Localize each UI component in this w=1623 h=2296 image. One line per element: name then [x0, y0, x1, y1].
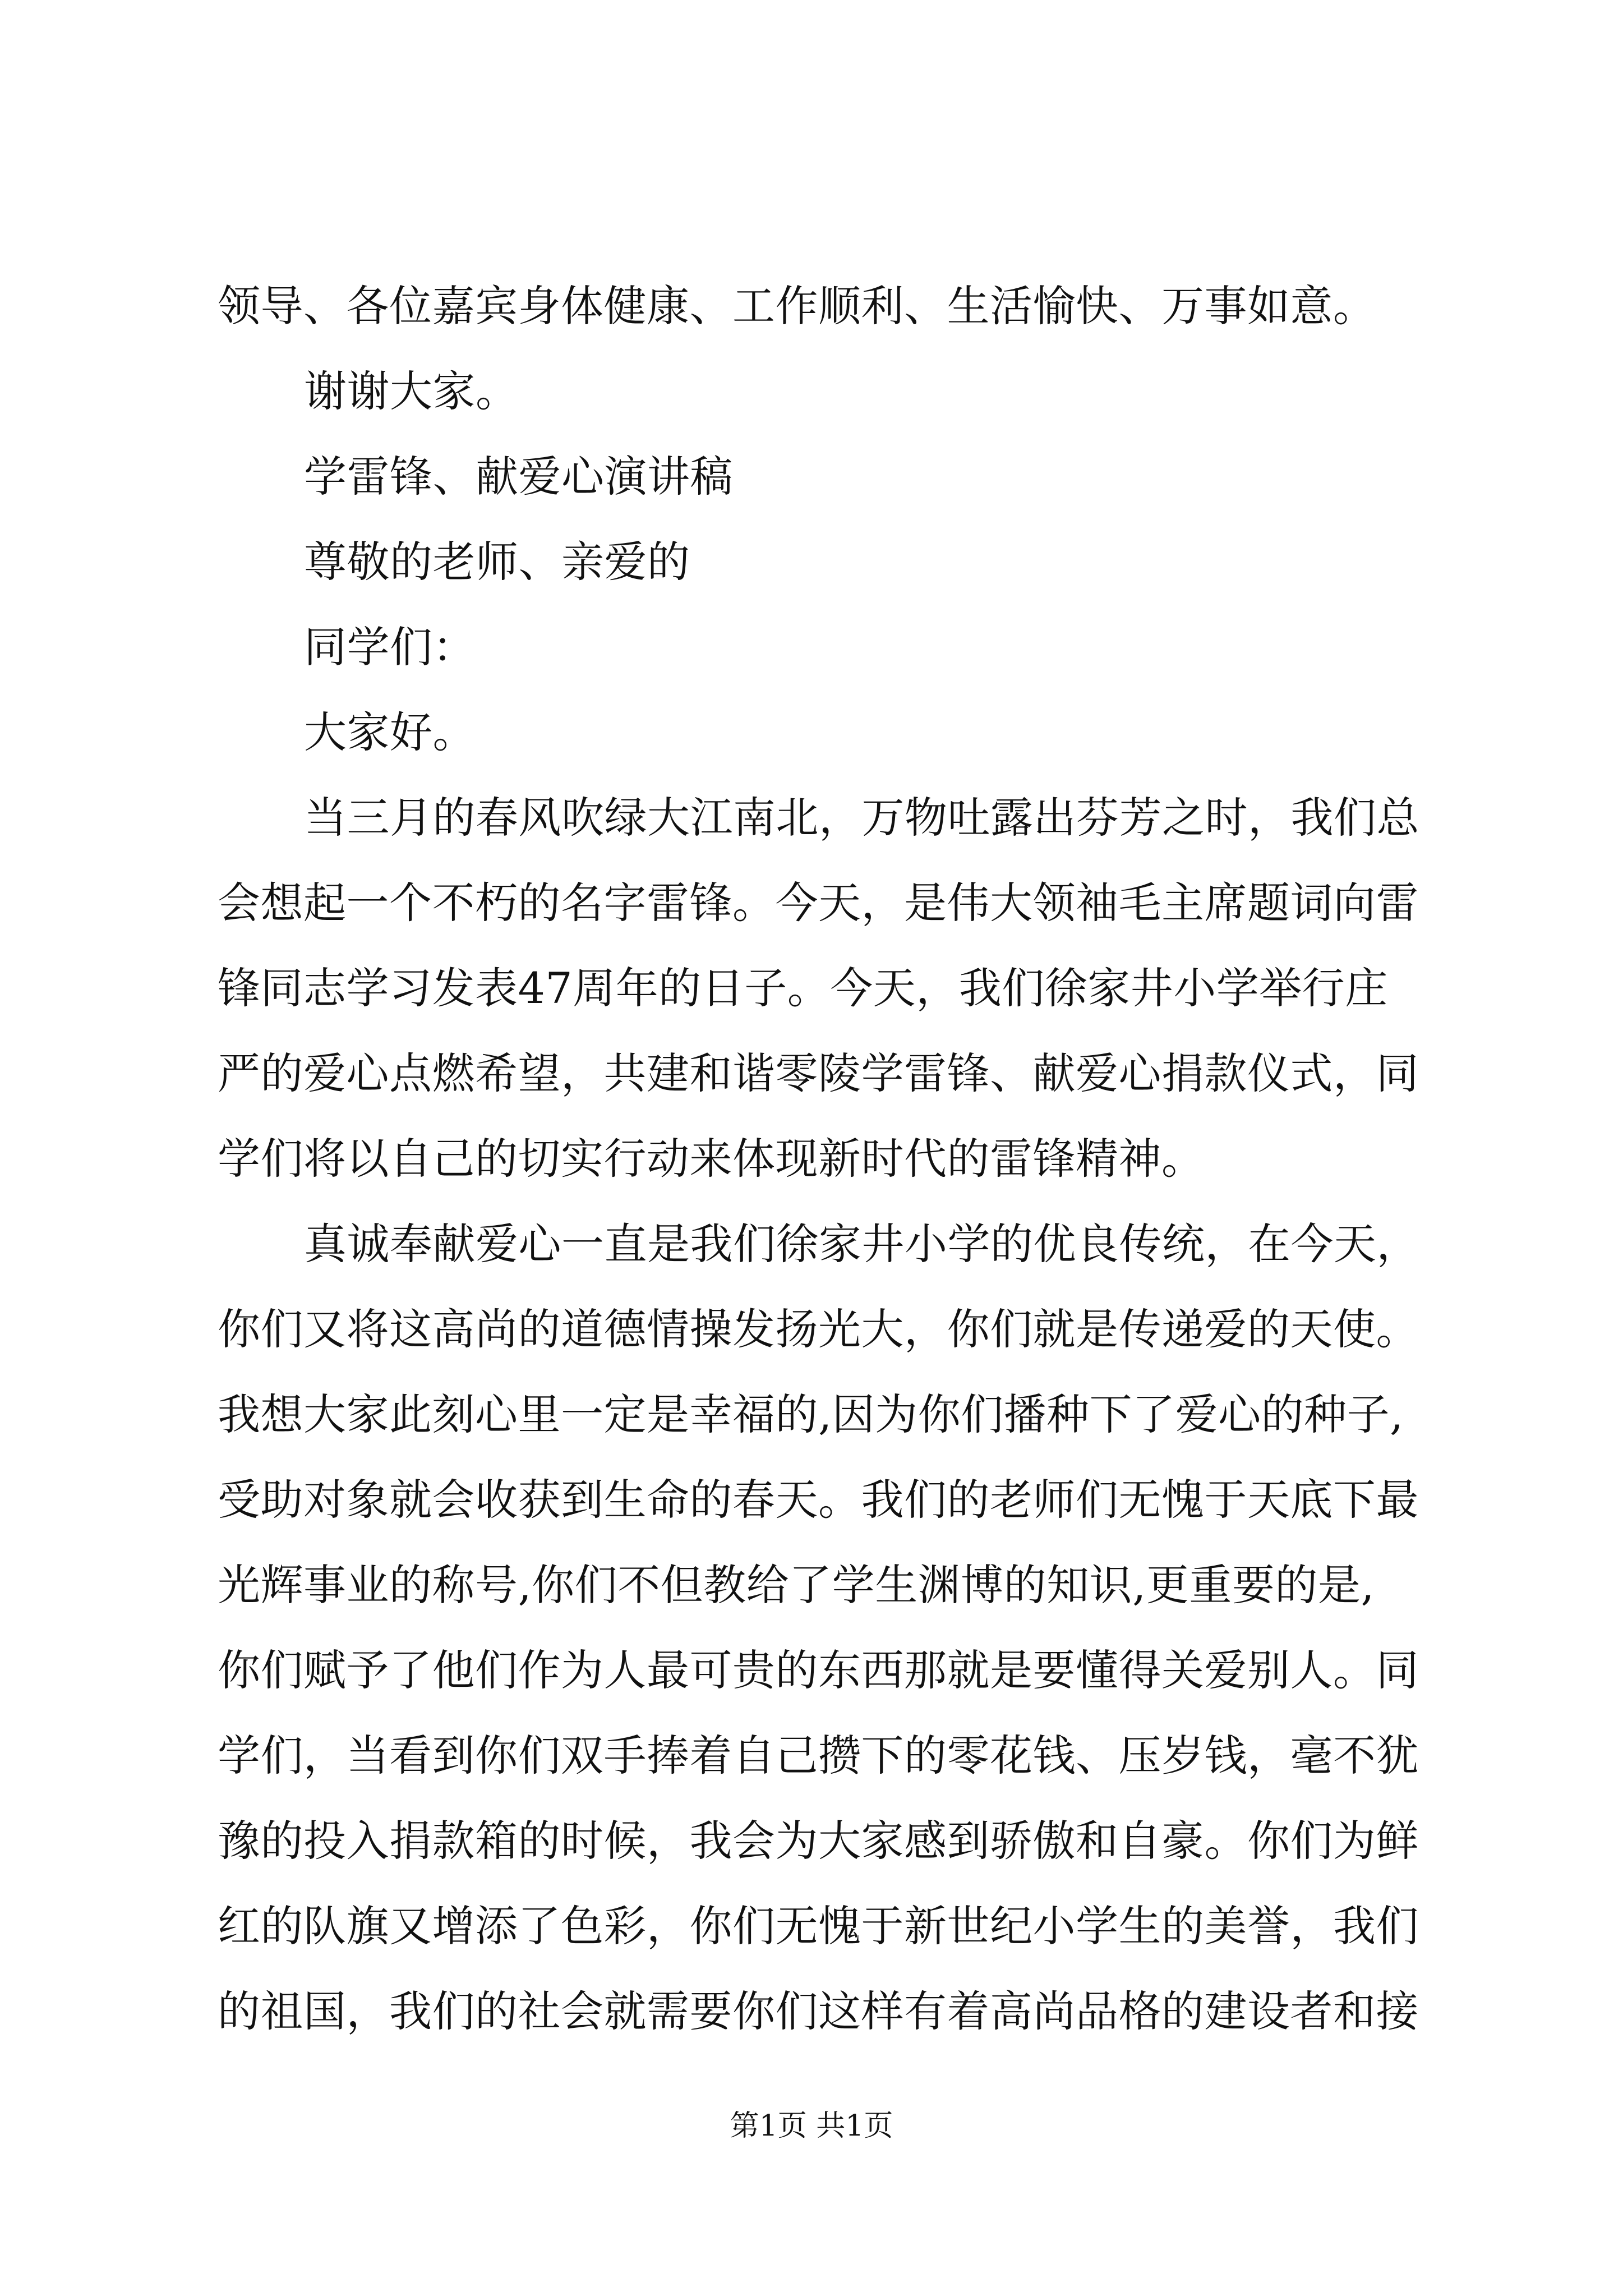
paragraph-line: 你们赋予了他们作为人最可贵的东西那就是要懂得关爱别人。同 [218, 1645, 1419, 1695]
salutation-line: 同学们： [304, 622, 476, 672]
text-line: 领导、各位嘉宾身体健康、工作顺利、生活愉快、万事如意。 [218, 281, 1376, 331]
paragraph-line: 真诚奉献爱心一直是我们徐家井小学的优良传统，在今天， [304, 1219, 1419, 1269]
salutation-line: 尊敬的老师、亲爱的 [304, 537, 690, 587]
paragraph-line: 学们，当看到你们双手捧着自己攒下的零花钱、压岁钱，毫不犹 [218, 1731, 1419, 1780]
text-line: 谢谢大家。 [304, 366, 519, 416]
document-body [218, 264, 1419, 2054]
paragraph-line: 严的爱心点燃希望，共建和谐零陵学雷锋、献爱心捐款仪式，同 [218, 1048, 1419, 1098]
paragraph-line: 学们将以自己的切实行动来体现新时代的雷锋精神。 [218, 1134, 1205, 1184]
page-number-footer: 第1页 共1页 [730, 2109, 893, 2143]
paragraph-line: 受助对象就会收获到生命的春天。我们的老师们无愧于天底下最 [218, 1475, 1419, 1525]
paragraph-line: 锋同志学习发表47周年的日子。今天，我们徐家井小学举行庄 [218, 963, 1388, 1013]
greeting-line: 大家好。 [304, 707, 476, 757]
paragraph-line: 我想大家此刻心里一定是幸福的,因为你们播种下了爱心的种子, [218, 1389, 1404, 1439]
paragraph-line: 的祖国，我们的社会就需要你们这样有着高尚品格的建设者和接 [218, 1986, 1419, 2036]
paragraph-line: 当三月的春风吹绿大江南北，万物吐露出芬芳之时，我们总 [304, 793, 1419, 843]
paragraph-line: 会想起一个不朽的名字雷锋。今天，是伟大领袖毛主席题词向雷 [218, 878, 1419, 928]
paragraph-line: 光辉事业的称号,你们不但教给了学生渊博的知识,更重要的是, [218, 1560, 1375, 1610]
paragraph-line: 豫的投入捐款箱的时候，我会为大家感到骄傲和自豪。你们为鲜 [218, 1816, 1419, 1866]
paragraph-line: 你们又将这高尚的道德情操发扬光大，你们就是传递爱的天使。 [218, 1304, 1419, 1354]
paragraph-line: 红的队旗又增添了色彩，你们无愧于新世纪小学生的美誉，我们 [218, 1901, 1419, 1951]
speech-title: 学雷锋、献爱心演讲稿 [304, 452, 733, 501]
